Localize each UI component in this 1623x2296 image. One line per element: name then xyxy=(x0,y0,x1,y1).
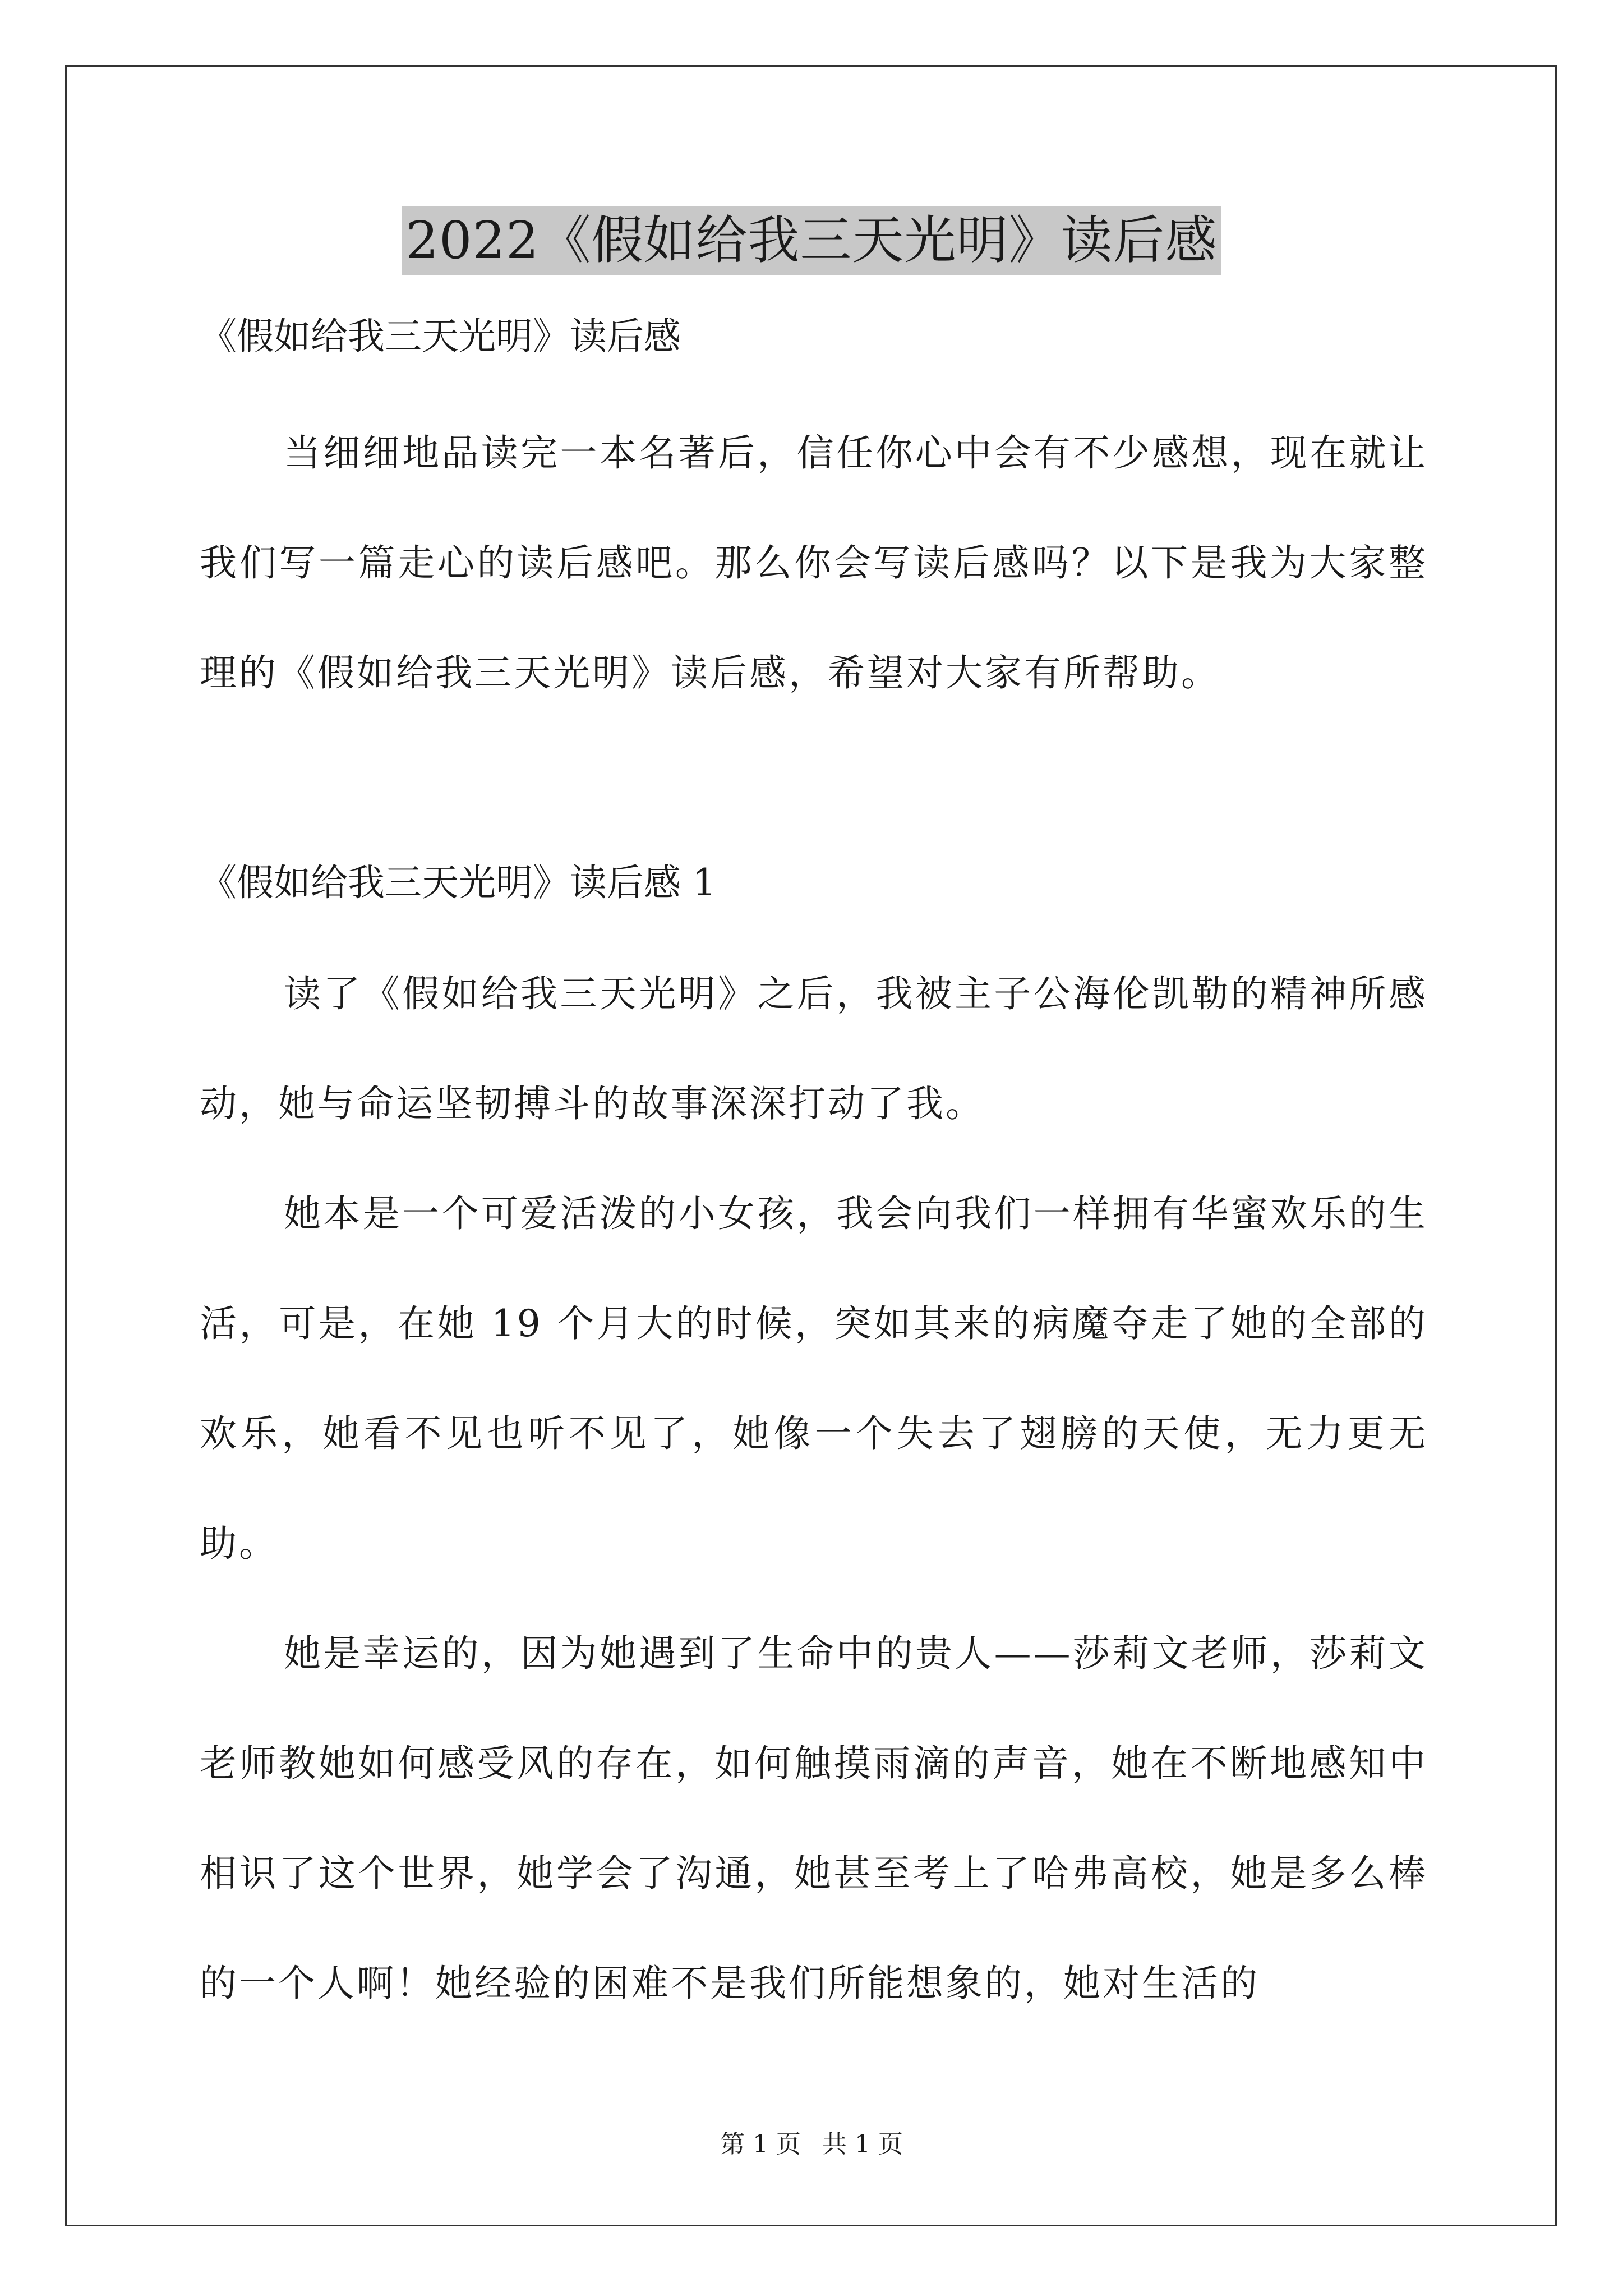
document-body xyxy=(200,314,1428,2039)
page-number: 第 1 页 xyxy=(720,2130,801,2159)
body-paragraph: 她本是一个可爱活泼的小女孩，我会向我们一样拥有华蜜欢乐的生活，可是，在她 19 个月大的时候，突如其来的病魔夺走了她的全部的欢乐，她看不见也听不见了，她像一个失去了翅膀的天使，无力更无助。 xyxy=(200,1192,1428,1565)
document-title: 2022《假如给我三天光明》读后感 xyxy=(402,206,1220,275)
subtitle: 《假如给我三天光明》读后感 xyxy=(200,315,681,358)
body-paragraph: 她是幸运的，因为她遇到了生命中的贵人——莎莉文老师，莎莉文老师教她如何感受风的存在，如何触摸雨滴的声音，她在不断地感知中相识了这个世界，她学会了沟通，她甚至考上了哈弗高校，她是多么棒的一个人啊！她经验的困难不是我们所能想象的，她对生活的 xyxy=(200,1632,1428,2005)
section-heading: 《假如给我三天光明》读后感 1 xyxy=(200,861,716,904)
body-paragraph: 读了《假如给我三天光明》之后，我被主子公海伦凯勒的精神所感动，她与命运坚韧搏斗的故事深深打动了我。 xyxy=(200,972,1428,1125)
title-container xyxy=(0,206,1623,275)
page-total: 共 1 页 xyxy=(822,2130,903,2159)
intro-paragraph: 当细细地品读完一本名著后，信任你心中会有不少感想，现在就让我们写一篇走心的读后感吧。那么你会写读后感吗？以下是我为大家整理的《假如给我三天光明》读后感，希望对大家有所帮助。 xyxy=(200,431,1428,694)
page-footer xyxy=(0,2131,1623,2159)
